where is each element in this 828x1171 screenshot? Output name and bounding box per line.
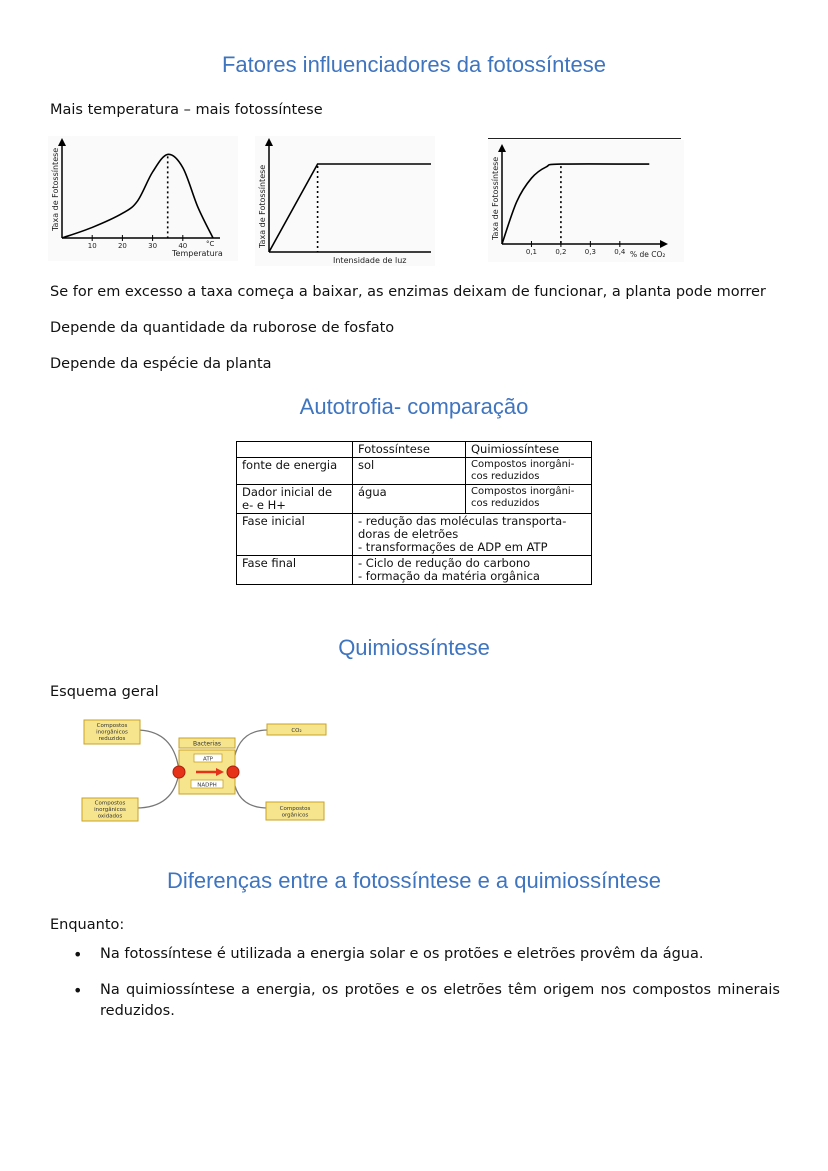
paragraph-excess: Se for em excesso a taxa começa a baixar, as enzimas deixam de funcionar, a planta pode morrer [50,284,766,300]
box-bl-line: inorgânicos [94,807,126,813]
y-axis-label: Taxa de Fotossíntese [258,164,267,248]
table-row [237,458,592,485]
section-title-quimiossintese: Quimiossíntese [338,635,490,660]
atp-label: ATP [202,756,214,763]
paragraph-species: Depende da espécie da planta [50,356,272,372]
table-row [237,556,592,585]
x-tick-label: 10 [87,242,97,250]
list-item: • Na quimiossíntese a energia, os protões e os eletrões têm origem nos compostos minerais reduzidos. [50,980,780,1022]
curve-out-bottom-right [233,772,268,808]
paragraph-temperature: Mais temperatura – mais fotossíntese [50,102,323,118]
x-tick-label: 0,3 [584,248,596,256]
cell-quimio: Compostos inorgâni- cos reduzidos [466,485,592,514]
box-tl-line: Compostos [96,723,128,729]
y-axis-label: Taxa de Fotossíntese [51,147,60,231]
x-tick-label: 0,2 [555,248,567,256]
chemosynthesis-diagram [78,716,330,828]
row-label: fonte de energia [237,458,353,485]
comparison-table [236,441,592,585]
box-tl-line: inorgânicos [96,729,128,736]
paragraph-enquanto: Enquanto: [50,917,125,933]
cell-merged: - Ciclo de redução do carbono - formação da matéria orgânica [353,556,592,585]
box-tl-line: reduzidos [98,736,126,742]
cell-merged: - redução das moléculas transporta- doras de eletrões - transformações de ADP em ATP [353,514,592,556]
chart-temperature [48,136,238,261]
x-unit-label: °C [206,240,215,248]
bacterias-label: Bacterias [192,740,222,748]
box-br-line: Compostos [279,806,311,812]
curve-out-top [233,730,268,771]
chart-light [255,136,435,266]
paragraph-ruborose: Depende da quantidade da ruborose de fosfato [50,320,395,336]
node-right [227,766,239,778]
box-br-line: orgânicos [281,812,309,819]
table-row [237,514,592,556]
x-tick-label: 0,1 [525,248,538,256]
chart-co2 [488,136,684,262]
table-header-row [237,442,592,458]
y-axis-label: Taxa de Fotossíntese [491,156,500,240]
list-item: • Na fotossíntese é utilizada a energia solar e os protões e eletrões provêm da água. [50,944,780,965]
cell-foto: sol [353,458,466,485]
differences-list [50,944,780,1037]
row-label: Fase inicial [237,514,353,556]
node-left [173,766,185,778]
x-tick-label: 30 [148,242,158,250]
row-label: Fase final [237,556,353,585]
x-axis-label: Intensidade de luz [333,256,407,265]
table-header-foto: Fotossíntese [353,442,466,458]
curve-in-top [136,730,179,771]
x-axis-label: % de CO₂ [630,250,666,259]
table-header-quimio: Quimiossíntese [466,442,592,458]
paragraph-esquema: Esquema geral [50,684,159,700]
box-tr-text: CO₂ [291,728,302,734]
row-label: Dador inicial de e- e H+ [237,485,353,514]
x-tick-label: 40 [178,242,188,250]
x-tick-label: 0,4 [614,248,626,256]
table-header-empty [237,442,353,458]
curve-out-bottom [136,772,179,808]
x-tick-label: 20 [117,242,127,250]
cell-quimio: Compostos inorgâni- cos reduzidos [466,458,592,485]
cell-foto: água [353,485,466,514]
section-title-diferencas: Diferenças entre a fotossíntese e a quimiossíntese [166,868,662,893]
box-bl-line: oxidados [97,813,123,820]
box-bl-line: Compostos [94,800,126,807]
section-title-factors: Fatores influenciadores da fotossíntese [221,52,606,77]
chart-background [255,136,435,266]
x-axis-label: Temperatura [172,249,223,258]
section-title-autotrofia: Autotrofia- comparação [299,394,529,419]
table-row [237,485,592,514]
nadph-label: NADPH [197,782,217,789]
